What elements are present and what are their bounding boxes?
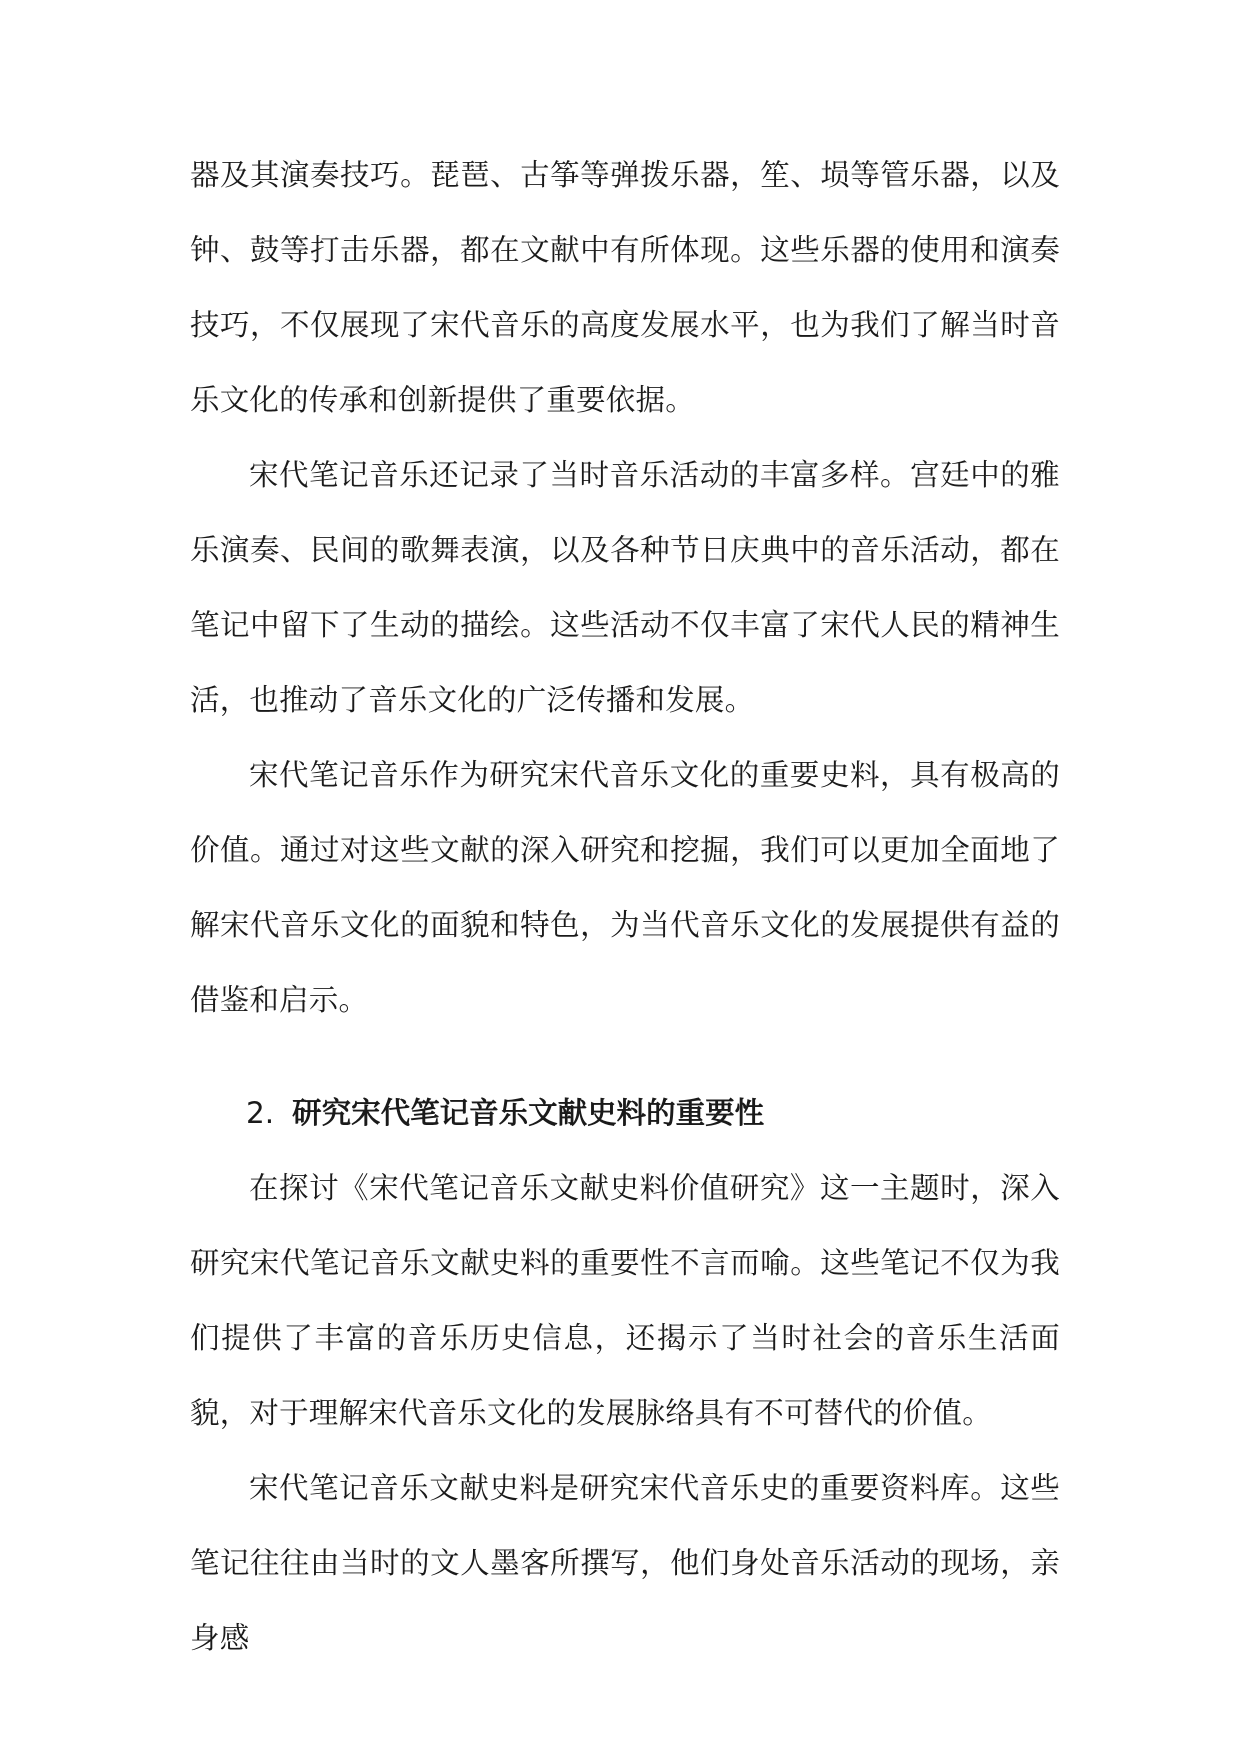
- paragraph-music-activities: 宋代笔记音乐还记录了当时音乐活动的丰富多样。宫廷中的雅乐演奏、民间的歌舞表演，以及各种节日庆典中的音乐活动，都在笔记中留下了生动的描绘。这些活动不仅丰富了宋代人民的精神生活，也推动了音乐文化的广泛传播和发展。: [190, 458, 1060, 717]
- paragraph-instruments: 器及其演奏技巧。琵琶、古筝等弹拨乐器，笙、埙等管乐器，以及钟、鼓等打击乐器，都在文献中有所体现。这些乐器的使用和演奏技巧，不仅展现了宋代音乐的高度发展水平，也为我们了解当时音乐文化的传承和创新提供了重要依据。: [190, 158, 1060, 417]
- document-page: [190, 138, 1060, 1676]
- section-title: 研究宋代笔记音乐文献史料的重要性: [292, 1095, 765, 1130]
- section-number: 2.: [246, 1096, 275, 1130]
- paragraph-historical-value: 宋代笔记音乐作为研究宋代音乐文化的重要史料，具有极高的价值。通过对这些文献的深入研究和挖掘，我们可以更加全面地了解宋代音乐文化的面貌和特色，为当代音乐文化的发展提供有益的借鉴和启示。: [190, 758, 1060, 1017]
- section-heading: [190, 1075, 1060, 1151]
- paragraph-importance-intro: 在探讨《宋代笔记音乐文献史料价值研究》这一主题时，深入研究宋代笔记音乐文献史料的重要性不言而喻。这些笔记不仅为我们提供了丰富的音乐历史信息，还揭示了当时社会的音乐生活面貌，对于理解宋代音乐文化的发展脉络具有不可替代的价值。: [190, 1171, 1060, 1430]
- paragraph-resource-library: 宋代笔记音乐文献史料是研究宋代音乐史的重要资料库。这些笔记往往由当时的文人墨客所撰写，他们身处音乐活动的现场，亲身感: [190, 1471, 1060, 1655]
